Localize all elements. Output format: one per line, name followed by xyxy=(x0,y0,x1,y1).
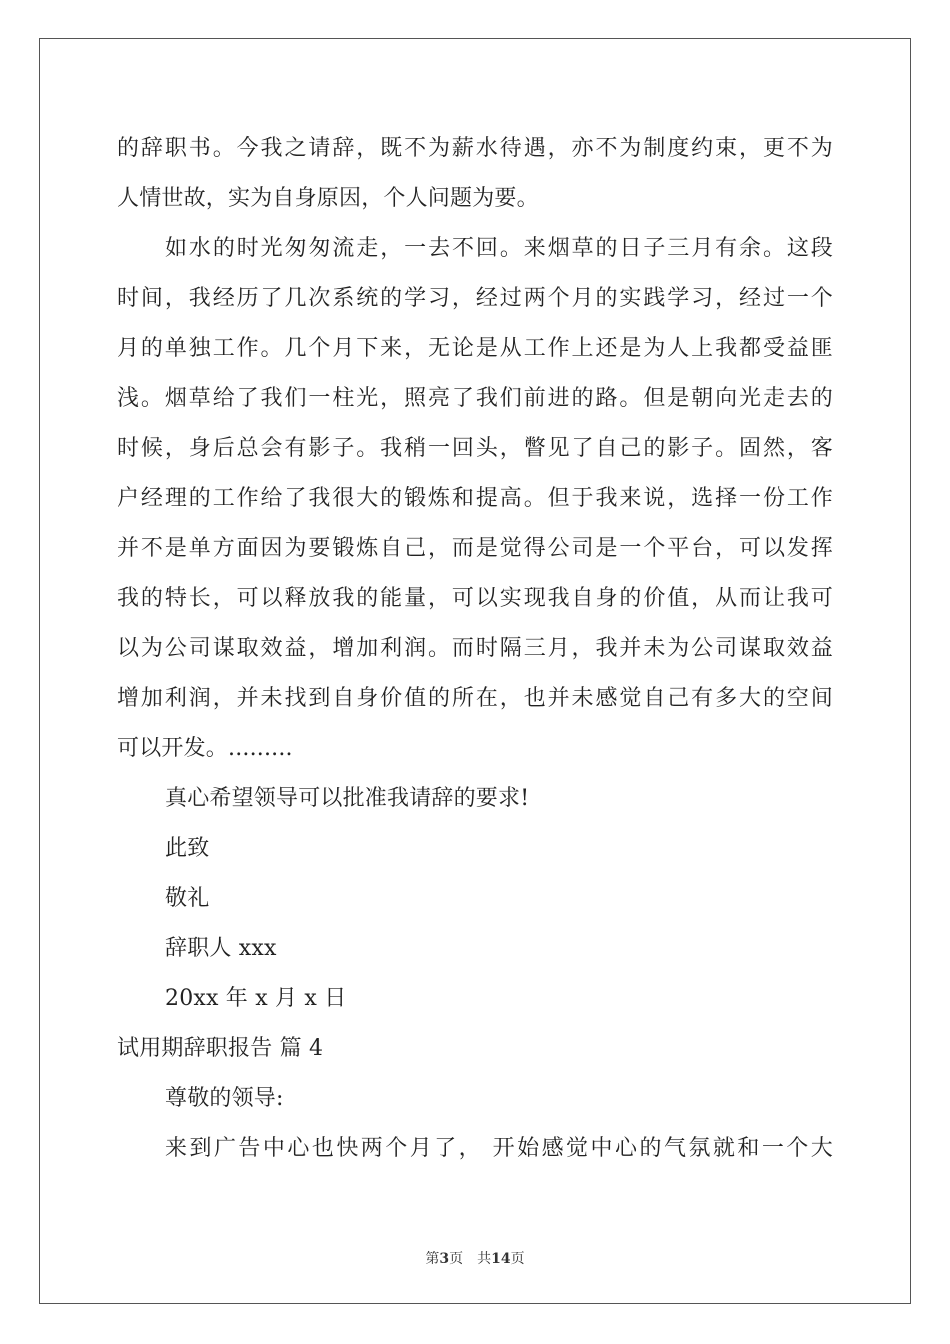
total-suffix: 页 xyxy=(510,1251,525,1267)
text-line: 的辞职书。今我之请辞，既不为薪水待遇，亦不为制度约束，更不为 xyxy=(117,136,833,161)
greeting: 尊敬的领导: xyxy=(165,1086,284,1111)
document-body xyxy=(117,124,833,1174)
closing-request: 真心希望领导可以批准我请辞的要求! xyxy=(165,786,530,811)
signature-date: 20xx 年 x 月 x 日 xyxy=(165,986,347,1011)
page-suffix: 页 xyxy=(449,1251,464,1267)
text-line: 并不是单方面因为要锻炼自己，而是觉得公司是一个平台，可以发挥 xyxy=(117,536,833,561)
text-line: 增加利润，并未找到自身价值的所在，也并未感觉自己有多大的空间 xyxy=(117,686,833,711)
text-line: 时候，身后总会有影子。我稍一回头，瞥见了自己的影子。固然，客 xyxy=(117,436,833,461)
page-footer xyxy=(0,1248,950,1268)
current-page-number: 3 xyxy=(439,1251,450,1267)
paragraph-start-line: 来到广告中心也快两个月了， 开始感觉中心的气氛就和一个大 xyxy=(165,1136,833,1161)
text-line: 以为公司谋取效益，增加利润。而时隔三月，我并未为公司谋取效益 xyxy=(117,636,833,661)
section-heading: 试用期辞职报告 篇 4 xyxy=(117,1036,324,1061)
page-prefix: 第 xyxy=(425,1251,440,1267)
total-prefix: 共 xyxy=(477,1251,492,1267)
total-pages-number: 14 xyxy=(491,1251,511,1267)
signature-name: 辞职人 xxx xyxy=(165,936,277,961)
text-line: 我的特长，可以释放我的能量，可以实现我自身的价值，从而让我可 xyxy=(117,586,833,611)
salutation-cizhi: 此致 xyxy=(165,836,210,861)
salutation-jingli: 敬礼 xyxy=(165,886,210,911)
text-line: 时间，我经历了几次系统的学习，经过两个月的实践学习，经过一个 xyxy=(117,286,833,311)
text-line: 可以开发。......... xyxy=(117,736,293,761)
text-line: 月的单独工作。几个月下来，无论是从工作上还是为人上我都受益匪 xyxy=(117,336,833,361)
text-line: 户经理的工作给了我很大的锻炼和提高。但于我来说，选择一份工作 xyxy=(117,486,833,511)
paragraph-start-line: 如水的时光匆匆流走，一去不回。来烟草的日子三月有余。这段 xyxy=(165,236,833,261)
text-line: 浅。烟草给了我们一柱光，照亮了我们前进的路。但是朝向光走去的 xyxy=(117,386,833,411)
text-line: 人情世故，实为自身原因，个人问题为要。 xyxy=(117,186,539,211)
